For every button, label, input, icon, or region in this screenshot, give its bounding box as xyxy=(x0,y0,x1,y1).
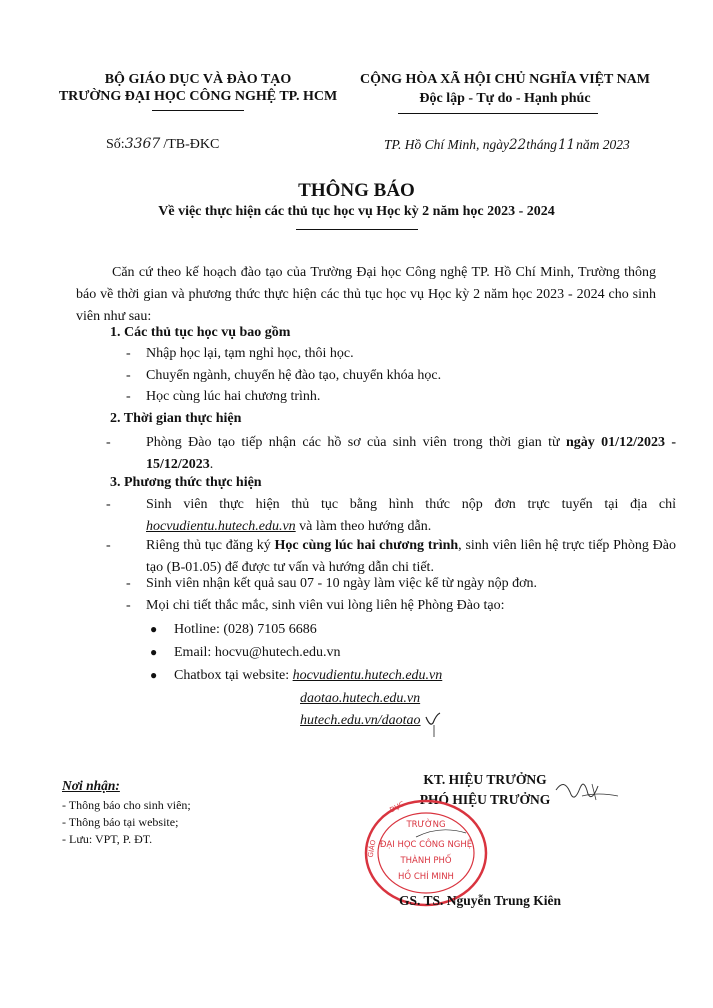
left-header-underline xyxy=(152,110,244,111)
chatbox-link-daotao[interactable]: daotao.hutech.edu.vn xyxy=(300,691,421,706)
hocvu-link[interactable]: hocvudientu.hutech.edu.vn xyxy=(146,519,296,534)
number-prefix: Số: xyxy=(106,137,125,152)
date-line xyxy=(384,137,630,153)
stamp-text-mid2: THÀNH PHỐ xyxy=(400,856,452,866)
handwritten-month: 11 xyxy=(557,137,576,153)
document-subtitle: Về việc thực hiện các thủ tục học vụ Học kỳ 2 năm học 2023 - 2024 xyxy=(158,204,555,219)
email-contact: ● Email: hocvu@hutech.edu.vn xyxy=(150,645,341,660)
signer-name: GS. TS. Nguyễn Trung Kiên xyxy=(398,893,562,908)
handwritten-number: 3367 xyxy=(124,136,161,152)
country-name: CỘNG HÒA XÃ HỘI CHỦ NGHĨA VIỆT NAM xyxy=(359,72,650,87)
hotline-contact: ● Hotline: (028) 7105 6686 xyxy=(150,622,317,637)
section-2-text: - Phòng Đào tạo tiếp nhận các hồ sơ của sinh viên trong thời gian từ ngày 01/12/2023 - 15/12/2023. xyxy=(106,435,677,472)
section-1-item: - Nhập học lại, tạm nghỉ học, thôi học. xyxy=(126,346,354,361)
recipients-heading: Nơi nhận: xyxy=(62,778,120,793)
document-title: THÔNG BÁO xyxy=(298,180,415,201)
stamp-text-mid3: HỒ CHÍ MINH xyxy=(398,872,454,882)
section-1-item: - Học cùng lúc hai chương trình. xyxy=(126,389,321,404)
university-name: TRƯỜNG ĐẠI HỌC CÔNG NGHỆ TP. HCM xyxy=(58,89,338,104)
subtitle-underline xyxy=(296,229,418,230)
recipient-item: - Thông báo cho sinh viên; xyxy=(62,798,191,812)
section-3-item-dual-program: - Riêng thủ tục đăng ký Học cùng lúc hai chương trình, sinh viên liên hệ trực tiếp Phòng Đào tạo (B-01.05) để được tư vấn và hướng dẫn chi tiết. xyxy=(106,538,676,575)
signature-title-2: PHÓ HIỆU TRƯỞNG xyxy=(419,792,551,807)
stamp-text-top: TRƯỜNG xyxy=(406,820,446,830)
section-3-item-contact: - Mọi chi tiết thắc mắc, sinh viên vui lòng liên hệ Phòng Đào tạo: xyxy=(126,598,505,613)
section-1-heading: 1. Các thủ tục học vụ bao gồm xyxy=(110,325,291,340)
stamp-ring-top: DỤC xyxy=(388,800,406,815)
chatbox-contact: ● Chatbox tại website: hocvudientu.hutech.edu.vn xyxy=(150,668,443,683)
intro-paragraph: Căn cứ theo kế hoạch đào tạo của Trường Đại học Công nghệ TP. Hồ Chí Minh, Trường thông báo về thời gian và phương thức thực hiện các thủ tục học vụ Học kỳ 2 năm học 2023 - 2024 cho sinh viên như sau: xyxy=(76,265,656,324)
section-3-item-online: - Sinh viên thực hiện thủ tục bằng hình thức nộp đơn trực tuyến tại địa chỉ hocvudientu.hutech.edu.vn và làm theo hướng dẫn. xyxy=(106,497,676,534)
chatbox-link-hutech[interactable]: hutech.edu.vn/daotao xyxy=(300,713,421,728)
national-motto: Độc lập - Tự do - Hạnh phúc xyxy=(419,91,591,106)
date-place: TP. Hồ Chí Minh, ngày xyxy=(384,137,510,152)
handwritten-mark-icon xyxy=(424,709,444,739)
date-month-label: tháng xyxy=(526,137,557,152)
section-2-heading: 2. Thời gian thực hiện xyxy=(110,411,242,426)
recipient-item: - Lưu: VPT, P. ĐT. xyxy=(62,832,153,846)
chatbox-link-hocvu[interactable]: hocvudientu.hutech.edu.vn xyxy=(292,668,443,683)
signature-title-1: KT. HIỆU TRƯỞNG xyxy=(423,772,547,787)
section-3-heading: 3. Phương thức thực hiện xyxy=(110,475,262,490)
stamp-text-mid1: ĐẠI HỌC CÔNG NGHỆ xyxy=(379,840,473,850)
handwritten-day: 22 xyxy=(509,137,527,153)
recipient-item: - Thông báo tại website; xyxy=(62,815,179,829)
section-3-item-results: - Sinh viên nhận kết quả sau 07 - 10 ngày làm việc kể từ ngày nộp đơn. xyxy=(126,576,537,591)
bullet-icon: ● xyxy=(150,645,158,659)
section-1-item: - Chuyển ngành, chuyển hệ đào tạo, chuyển khóa học. xyxy=(126,368,442,383)
date-year: năm 2023 xyxy=(576,137,630,152)
ministry-name: BỘ GIÁO DỤC VÀ ĐÀO TẠO xyxy=(104,72,292,87)
bullet-icon: ● xyxy=(150,668,158,682)
right-header-underline xyxy=(398,113,598,114)
registration-date-range: ngày 01/12/2023 - 15/12/2023 xyxy=(146,435,677,472)
stamp-ring-left: GIÁO xyxy=(366,839,378,859)
document-number xyxy=(106,136,219,153)
bullet-icon: ● xyxy=(150,622,158,636)
signature-scribble-icon xyxy=(552,774,622,810)
number-suffix: /TB-ĐKC xyxy=(163,137,220,152)
